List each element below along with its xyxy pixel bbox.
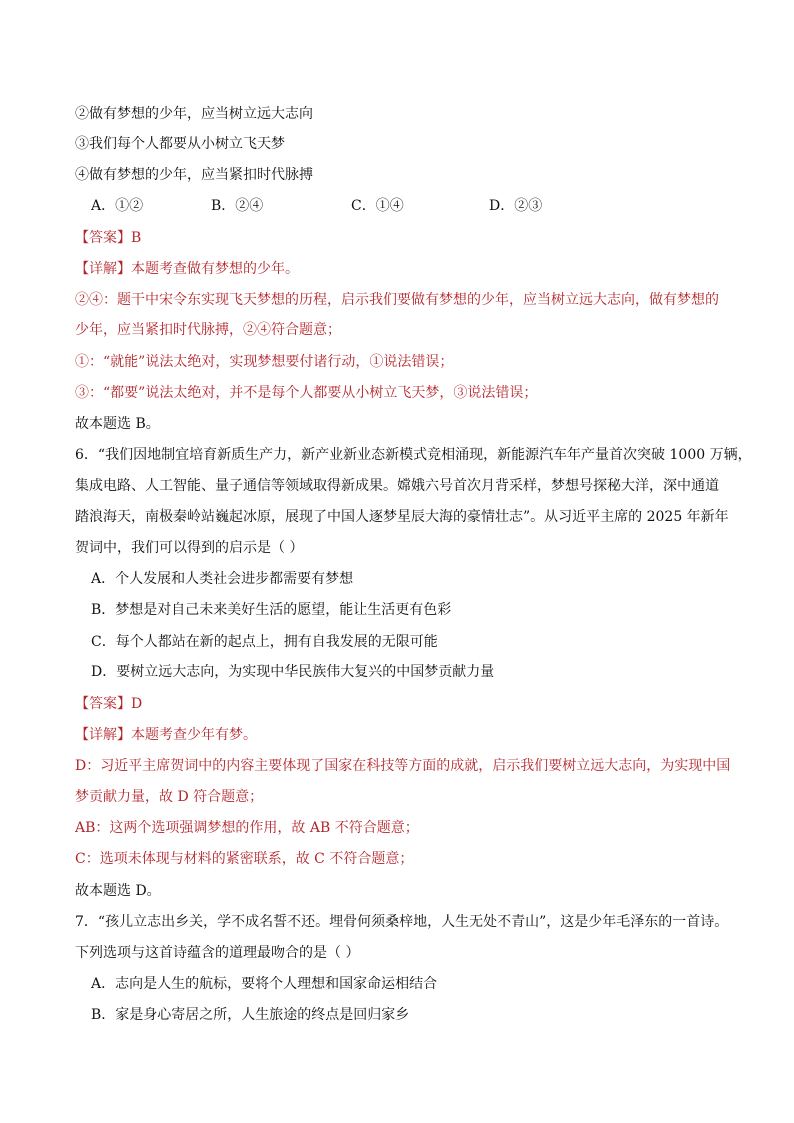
q6-stem-1: 6．“我们因地制宜培育新质生产力，新产业新业态新模式竞相涌现，新能源汽车年产量首次突破 1000 万辆， (75, 447, 752, 463)
answer-value: B (131, 230, 142, 246)
q6-explanation-3: AB：这两个选项强调梦想的作用，故 AB 不符合题意； (75, 820, 419, 836)
statement-2: ②做有梦想的少年，应当树立远大志向 (75, 106, 313, 122)
q7-option-a: A．志向是人生的航标，要将个人理想和国家命运相结合 (91, 976, 438, 992)
q5-answer (75, 228, 141, 248)
statement-3: ③我们每个人都要从小树立飞天梦 (75, 136, 285, 152)
q5-conclusion: 故本题选 B。 (75, 416, 160, 432)
q6-option-a: A．个人发展和人类社会进步都需要有梦想 (91, 571, 354, 587)
q6-option-d: D．要树立远大志向，为实现中华民族伟大复兴的中国梦贡献力量 (91, 664, 495, 680)
q5-explanation-2: 少年，应当紧扣时代脉搏，②④符合题意； (75, 322, 341, 338)
q5-choice-c: C．①④ (351, 198, 404, 214)
detail-tag: 【详解】 (75, 261, 131, 277)
q6-explanation-1: D：习近平主席贺词中的内容主要体现了国家在科技等方面的成就，启示我们要树立远大志向，为实现中国 (75, 758, 731, 774)
detail-tag: 【详解】 (75, 727, 131, 743)
q6-stem-3: 踏浪海天，南极秦岭站巍起冰原，展现了中国人逐梦星辰大海的豪情壮志”。从习近平主席的 2025 年新年 (75, 509, 729, 525)
q7-stem-2: 下列选项与这首诗蕴含的道理最吻合的是（ ） (75, 945, 360, 961)
detail-text: 本题考查做有梦想的少年。 (131, 261, 299, 277)
q5-choice-a: A．①② (91, 198, 144, 214)
q5-choices (91, 196, 542, 216)
q5-choice-d: D．②③ (489, 198, 543, 214)
q5-explanation-1: ②④：题干中宋令东实现飞天梦想的历程，启示我们要做有梦想的少年，应当树立远大志向，做有梦想的 (75, 292, 719, 308)
detail-text: 本题考查少年有梦。 (131, 727, 257, 743)
q5-choice-b: B．②④ (211, 198, 264, 214)
statement-4: ④做有梦想的少年，应当紧扣时代脉搏 (75, 167, 313, 183)
q6-explanation-2: 梦贡献力量，故 D 符合题意； (75, 789, 264, 805)
answer-tag: 【答案】 (75, 696, 131, 712)
q6-explanation-4: C：选项未体现与材料的紧密联系，故 C 不符合题意； (75, 851, 414, 867)
answer-value: D (131, 696, 143, 712)
answer-tag: 【答案】 (75, 230, 131, 246)
q6-option-c: C．每个人都站在新的起点上，拥有自我发展的无限可能 (91, 634, 438, 650)
q6-answer (75, 694, 142, 714)
q6-stem-2: 集成电路、人工智能、量子通信等领域取得新成果。嫦娥六号首次月背采样，梦想号探秘大洋，深中通道 (75, 478, 719, 494)
q5-detail (75, 259, 299, 279)
q6-stem-4: 贺词中，我们可以得到的启示是（ ） (75, 540, 304, 556)
q6-option-b: B．梦想是对自己未来美好生活的愿望，能让生活更有色彩 (91, 602, 452, 618)
q5-explanation-4: ③：“都要”说法太绝对，并不是每个人都要从小树立飞天梦，③说法错误； (75, 385, 538, 401)
q5-explanation-3: ①：“就能”说法太绝对，实现梦想要付诸行动，①说法错误； (75, 354, 454, 370)
q7-option-b: B．家是身心寄居之所，人生旅途的终点是回归家乡 (91, 1007, 410, 1023)
q6-conclusion: 故本题选 D。 (75, 883, 161, 899)
q7-stem-1: 7．“孩儿立志出乡关，学不成名誓不还。埋骨何须桑梓地，人生无处不青山”，这是少年毛泽东的一首诗。 (75, 914, 729, 930)
q6-detail (75, 725, 257, 745)
